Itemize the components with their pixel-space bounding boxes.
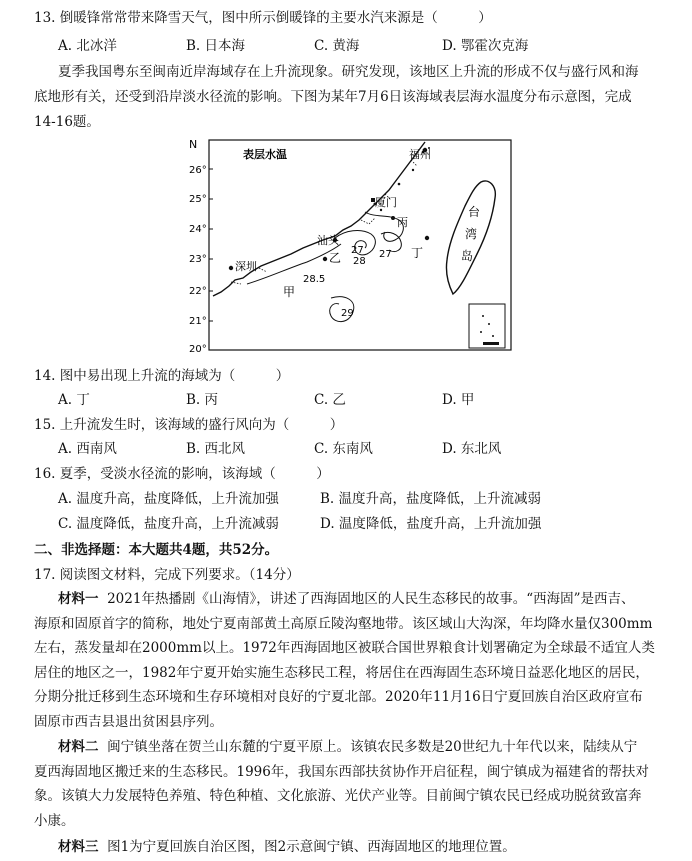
north-label: N: [189, 138, 198, 151]
material-2-label: 材料二: [58, 739, 99, 755]
lat-24: 24°: [189, 224, 207, 235]
q14-options: [58, 388, 570, 408]
q13-stem: 13. 倒暖锋常常带来降雪天气，图中所示倒暖锋的主要水汽来源是（ ）: [34, 10, 492, 26]
material-1-line-4: 居住的地区之一，1982年宁夏开始实施生态移民工程，将居住在西海固生态环境日益恶化地区的居民，: [34, 664, 649, 681]
q14-option-c: C. 乙: [314, 392, 346, 408]
isotherm-label-29: 29: [341, 308, 354, 319]
material-1-label: 材料一: [58, 591, 99, 607]
material-1-line-5: 分期分批迁移到生态环境和生存环境相对良好的宁夏北部。2020年11月16日宁夏回族自治区政府宣布: [34, 689, 643, 705]
q15-option-c: C. 东南风: [314, 441, 373, 457]
intro-line-1: 夏季我国粤东至闽南近岸海域存在上升流现象。研究发现，该地区上升流的形成不仅与盛行风和海: [58, 64, 639, 80]
material-3: [58, 835, 516, 855]
q13-options: [58, 34, 570, 54]
q16-option-b: B. 温度升高，盐度降低，上升流减弱: [320, 491, 542, 507]
q16-option-c: C. 温度降低，盐度升高，上升流减弱: [58, 516, 279, 532]
q13-option-c: C. 黄海: [314, 38, 360, 54]
q14-option-a: A. 丁: [58, 392, 90, 408]
isotherm-label-27-b: 27: [379, 249, 392, 260]
material-2-line-4: 小康。: [34, 812, 75, 829]
section-2-heading: 二、非选择题：本大题共4题，共52分。: [34, 542, 279, 558]
isotherm-label-27-a: 27: [351, 245, 364, 256]
q17-stem: 17. 阅读图文材料，完成下列要求。（14分）: [34, 567, 300, 583]
fuzhou-label: 福州: [409, 148, 431, 161]
material-3-text: 图1为宁夏回族自治区图，图2示意闽宁镇、西海固地区的地理位置。: [107, 839, 516, 855]
q14-option-d: D. 甲: [442, 392, 475, 408]
q15-option-a: A. 西南风: [58, 441, 117, 457]
region-ding-dot: [425, 236, 429, 240]
lat-26: 26°: [189, 165, 207, 176]
q13-option-b: B. 日本海: [186, 38, 246, 54]
lat-23: 23°: [189, 254, 207, 265]
intro-line-3: 14-16题。: [34, 114, 100, 130]
isotherm-label-28-5: 28.5: [303, 274, 326, 285]
region-yi-label: 乙: [329, 251, 342, 265]
material-1-line-2: 海原和固原首字的简称，地处宁夏南部黄土高原丘陵沟壑地带。该区域山大沟深，年均降水量仅300mm: [34, 615, 653, 632]
q13-option-a: A. 北冰洋: [58, 38, 117, 54]
material-2-line-3: 象。该镇大力发展特色养殖、特色种植、文化旅游、光伏产业等。目前闽宁镇农民已经成功脱贫致富奔: [34, 788, 642, 804]
lat-21: 21°: [189, 316, 207, 327]
q16-options-row-2: [58, 512, 582, 532]
q15-option-b: B. 西北风: [186, 441, 246, 457]
map-inset: [469, 304, 505, 348]
isotherm-label-28: 28: [353, 256, 366, 267]
q14-stem: 14. 图中易出现上升流的海域为（ ）: [34, 368, 290, 384]
material-1-line-3: 左右，蒸发量却在2000mm以上。1972年西海固地区被联合国世界粮食计划署确定为全球最不适宜人类: [34, 640, 655, 656]
intro-line-2: 底地形有关，还受到沿岸淡水径流的影响。下图为某年7月6日该海域表层海水温度分布示意图，完成: [34, 89, 632, 105]
shenzhen-label: 深圳: [235, 260, 257, 273]
region-yi-dot: [323, 257, 327, 261]
lat-22: 22°: [189, 286, 207, 297]
shantou-label: 汕头: [317, 234, 339, 247]
region-ding-label: 丁: [411, 246, 424, 260]
material-2-line-1: 闽宁镇坐落在贺兰山东麓的宁夏平原上。该镇农民多数是20世纪九十年代以来，陆续从宁: [107, 739, 638, 755]
q16-option-d: D. 温度降低，盐度升高，上升流加强: [320, 516, 542, 532]
q15-options: [58, 437, 570, 457]
material-2-line-2: 夏西海固地区搬迁来的生态移民。1996年，我国东西部扶贫协作开启征程，闽宁镇成为福建省的帮扶对: [34, 763, 649, 780]
region-bing-label: 丙: [397, 216, 408, 229]
q16-options-row-1: [58, 487, 582, 507]
material-2: [34, 735, 664, 833]
q15-option-d: D. 东北风: [442, 441, 502, 457]
material-1: [34, 587, 664, 734]
shenzhen-dot: [229, 266, 233, 270]
sea-surface-temperature-map: [185, 134, 515, 356]
taiwan-label-2: 湾: [465, 227, 478, 241]
material-1-line-6: 固原市西吉县退出贫困县序列。: [34, 713, 223, 730]
lat-25: 25°: [189, 194, 207, 205]
region-bing-dot: [391, 216, 395, 220]
region-jia-label: 甲: [283, 285, 296, 299]
q13-option-d: D. 鄂霍次克海: [442, 38, 529, 54]
taiwan-label-1: 台: [468, 205, 481, 219]
xiamen-label: 厦门: [375, 196, 397, 209]
material-1-line-1: 2021年热播剧《山海情》，讲述了西海固地区的人民生态移民的故事。“西海固”是西吉、: [107, 591, 635, 607]
map-title: 表层水温: [243, 148, 287, 161]
q16-option-a: A. 温度升高，盐度降低，上升流加强: [58, 491, 279, 507]
lat-20: 20°: [189, 344, 207, 355]
taiwan-label-3: 岛: [461, 249, 474, 263]
q14-option-b: B. 丙: [186, 392, 219, 408]
q15-stem: 15. 上升流发生时，该海域的盛行风向为（ ）: [34, 417, 344, 433]
material-3-label: 材料三: [58, 839, 99, 855]
q16-stem: 16. 夏季，受淡水径流的影响，该海域（ ）: [34, 466, 330, 482]
